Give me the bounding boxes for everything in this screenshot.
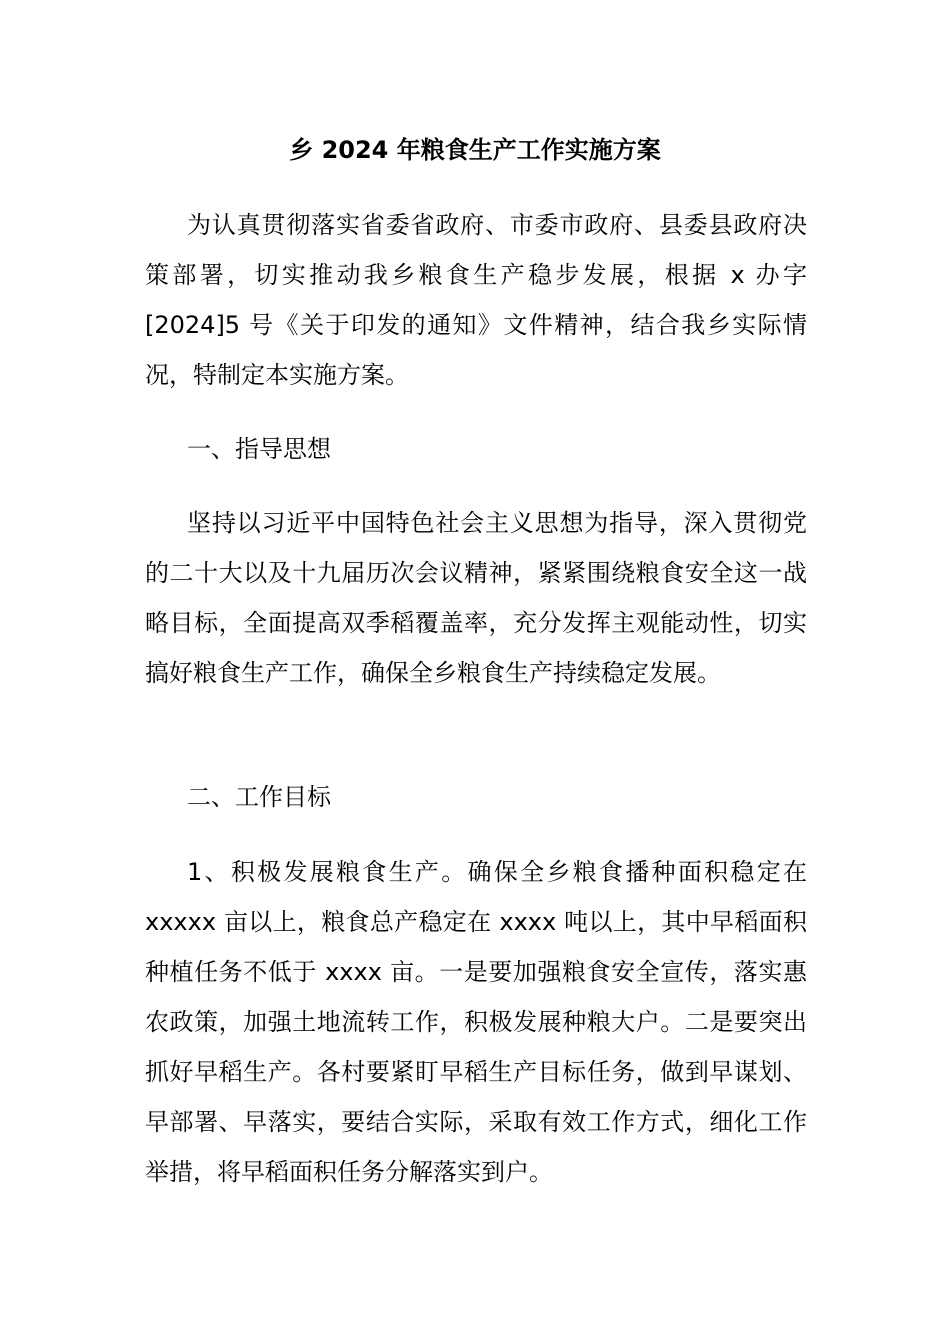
intro-paragraph: 为认真贯彻落实省委省政府、市委市政府、县委县政府决策部署，切实推动我乡粮食生产稳步发展，根据 x 办字[2024]5 号《关于印发的通知》文件精神，结合我乡实际情况，特制定本实施方案。 <box>145 211 807 389</box>
section-heading-guiding-ideology: 一、指导思想 <box>187 435 331 463</box>
section-body-work-goals: 1、积极发展粮食生产。确保全乡粮食播种面积稳定在 xxxxx 亩以上，粮食总产稳定在 xxxx 吨以上，其中早稻面积种植任务不低于 xxxx 亩。一是要加强粮食安全宣传，落实惠农政策，加强土地流转工作，积极发展种粮大户。二是要突出抓好早稻生产。各村要紧盯早稻生产目标任务，做到早谋划、早部署、早落实，要结合实际，采取有效工作方式，细化工作举措，将早稻面积任务分解落实到户。 <box>145 858 807 1186</box>
section-body-guiding-ideology: 坚持以习近平中国特色社会主义思想为指导，深入贯彻党的二十大以及十九届历次会议精神，紧紧围绕粮食安全这一战略目标，全面提高双季稻覆盖率，充分发挥主观能动性，切实搞好粮食生产工作，确保全乡粮食生产持续稳定发展。 <box>145 509 807 687</box>
section-heading-work-goals: 二、工作目标 <box>187 783 331 811</box>
document-title: 乡 2024 年粮食生产工作实施方案 <box>289 136 661 164</box>
